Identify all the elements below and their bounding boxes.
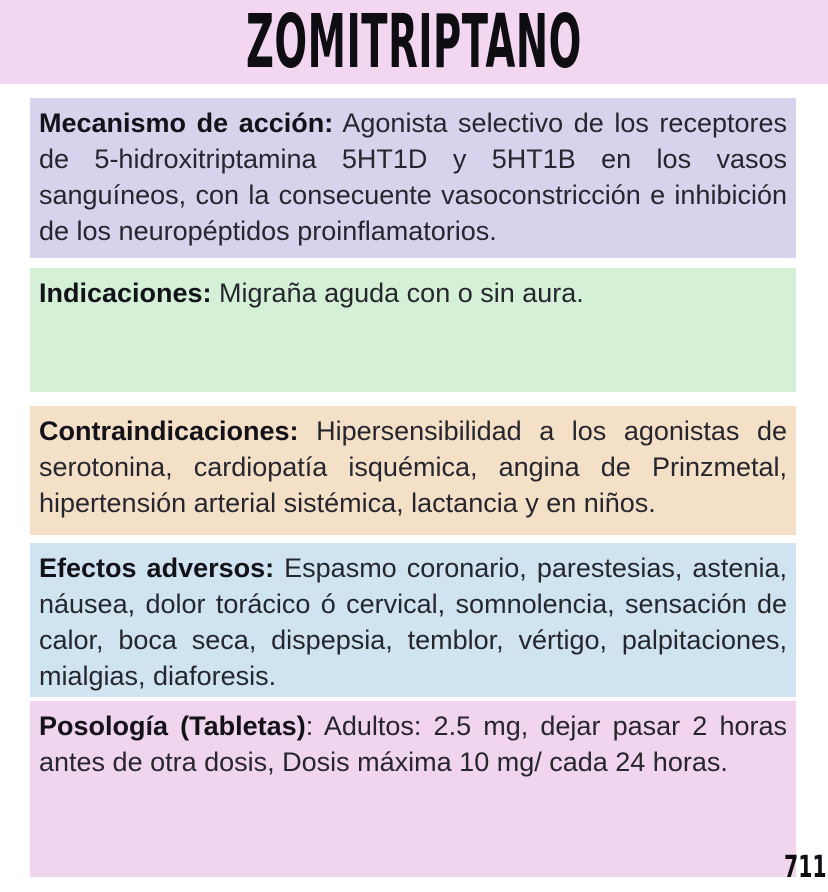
section-label: Efectos adversos: bbox=[39, 553, 275, 583]
section-label: Mecanismo de acción: bbox=[39, 108, 334, 138]
section-paragraph bbox=[39, 708, 787, 780]
section-text: Hipersensibilidad a los agonistas de serotonina, cardiopatía isquémica, angina de Prinzmetal, hipertensión arterial sistémica, lactancia y en niños. bbox=[39, 416, 787, 518]
section-text: Espasmo coronario, parestesias, astenia, náusea, dolor torácico ó cervical, somnolencia, sensación de calor, boca seca, dispepsia, temblor, vértigo, palpitaciones, mialgias, diaforesis. bbox=[39, 553, 787, 691]
section-text: Agonista selectivo de los receptores de 5-hidroxitriptamina 5HT1D y 5HT1B en los vasos sanguíneos, con la consecuente vasoconstricción e inhibición de los neuropéptidos proinflamatorios. bbox=[39, 108, 787, 246]
page-number: 711 bbox=[784, 850, 827, 885]
section-posologia bbox=[30, 701, 796, 877]
title-band bbox=[0, 0, 828, 84]
section-label: Posología (Tabletas) bbox=[39, 711, 306, 741]
section-label: Indicaciones: bbox=[39, 278, 212, 308]
section-paragraph bbox=[39, 413, 787, 521]
section-paragraph bbox=[39, 550, 787, 694]
section-paragraph bbox=[39, 105, 787, 249]
section-mecanismo-de-accion bbox=[30, 98, 796, 258]
section-contraindicaciones bbox=[30, 406, 796, 535]
section-indicaciones bbox=[30, 268, 796, 392]
section-paragraph bbox=[39, 275, 787, 311]
section-text: : Adultos: 2.5 mg, dejar pasar 2 horas antes de otra dosis, Dosis máxima 10 mg/ cada 24 horas. bbox=[39, 711, 787, 777]
section-text: Migraña aguda con o sin aura. bbox=[211, 278, 584, 308]
drug-title: ZOMITRIPTANO bbox=[246, 0, 582, 84]
card-body bbox=[0, 98, 828, 877]
section-label: Contraindicaciones: bbox=[39, 416, 299, 446]
section-efectos-adversos bbox=[30, 543, 796, 697]
